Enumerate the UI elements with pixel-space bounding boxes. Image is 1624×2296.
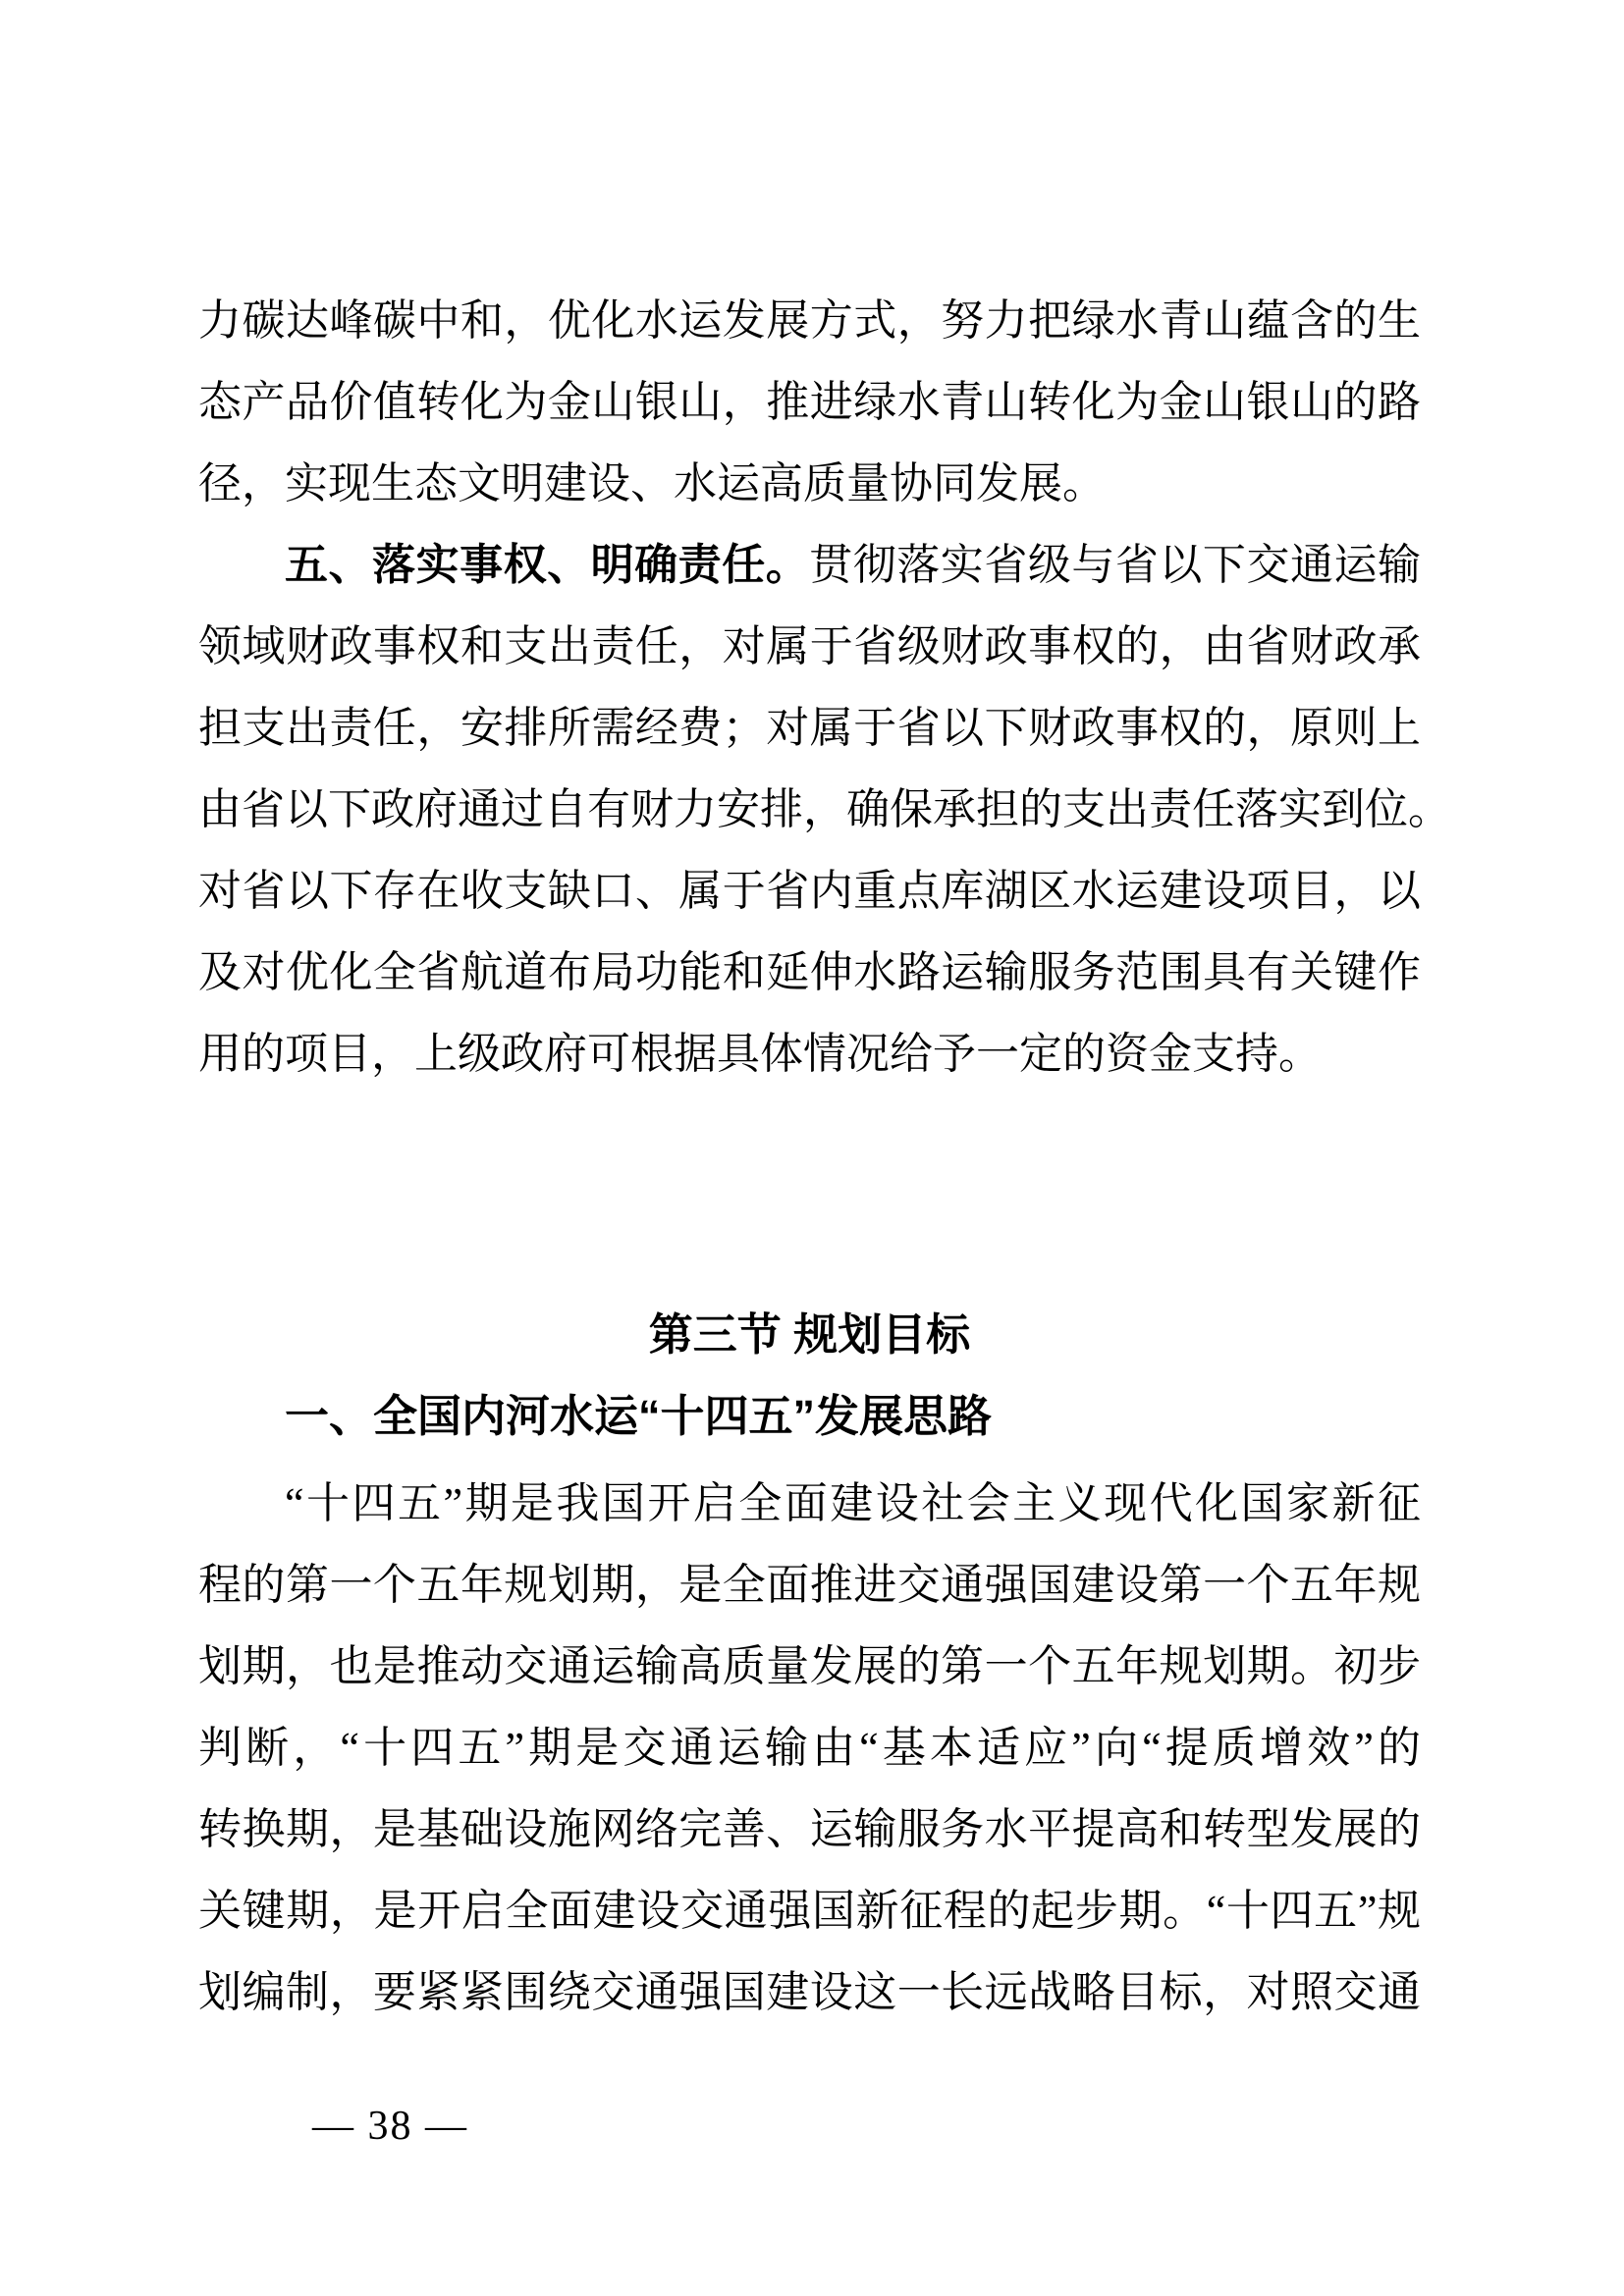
text-line: 划期，也是推动交通运输高质量发展的第一个五年规划期。初步 [198,1642,1421,1690]
text-line: 对省以下存在收支缺口、属于省内重点库湖区水运建设项目，以 [198,867,1421,915]
text-line: 由省以下政府通过自有财力安排，确保承担的支出责任落实到位。 [198,785,1451,833]
text-line: 关键期，是开启全面建设交通强国新征程的起步期。“十四五”规 [198,1887,1421,1935]
text-line: 判断，“十四五”期是交通运输由“基本适应”向“提质增效”的 [198,1724,1421,1772]
text-line: 力碳达峰碳中和，优化水运发展方式，努力把绿水青山蕴含的生 [198,296,1421,345]
paragraph-2-lead-heading: 五、落实事权、明确责任。 [285,541,810,589]
subsection-heading: 一、全国内河水运“十四五”发展思路 [285,1391,993,1441]
paragraph-3 [198,1463,1421,2033]
paragraph-2-lead-rest: 贯彻落实省级与省以下交通运输 [809,541,1422,589]
page-number [312,2103,468,2150]
text-line: 及对优化全省航道布局功能和延伸水路运输服务范围具有关键作 [198,948,1421,996]
text-line: 程的第一个五年规划期，是全面推进交通强国建设第一个五年规 [198,1561,1421,1609]
paragraph-1 [198,280,1421,524]
section-heading: 第三节 规划目标 [648,1309,971,1360]
paragraph-2 [198,524,1451,1095]
text-line: 领域财政事权和支出责任，对属于省级财政事权的，由省财政承 [198,622,1421,670]
section-gap [198,1095,1421,1286]
text-line: 转换期，是基础设施网络完善、运输服务水平提高和转型发展的 [198,1805,1421,1853]
text-line: 担支出责任，安排所需经费；对属于省以下财政事权的，原则上 [198,704,1421,752]
text-line: 态产品价值转化为金山银山，推进绿水青山转化为金山银山的路 [198,378,1421,426]
text-line: 径，实现生态文明建设、水运高质量协同发展。 [198,459,1106,507]
text-line: 划编制，要紧紧围绕交通强国建设这一长远战略目标，对照交通 [198,1968,1421,2016]
text-line [198,524,1421,606]
page-body [198,280,1451,2033]
text-line: “十四五”期是我国开启全面建设社会主义现代化国家新征 [285,1479,1421,1527]
text-line: 用的项目，上级政府可根据具体情况给予一定的资金支持。 [198,1030,1322,1078]
page-number-text: — 38 — [312,2104,468,2149]
